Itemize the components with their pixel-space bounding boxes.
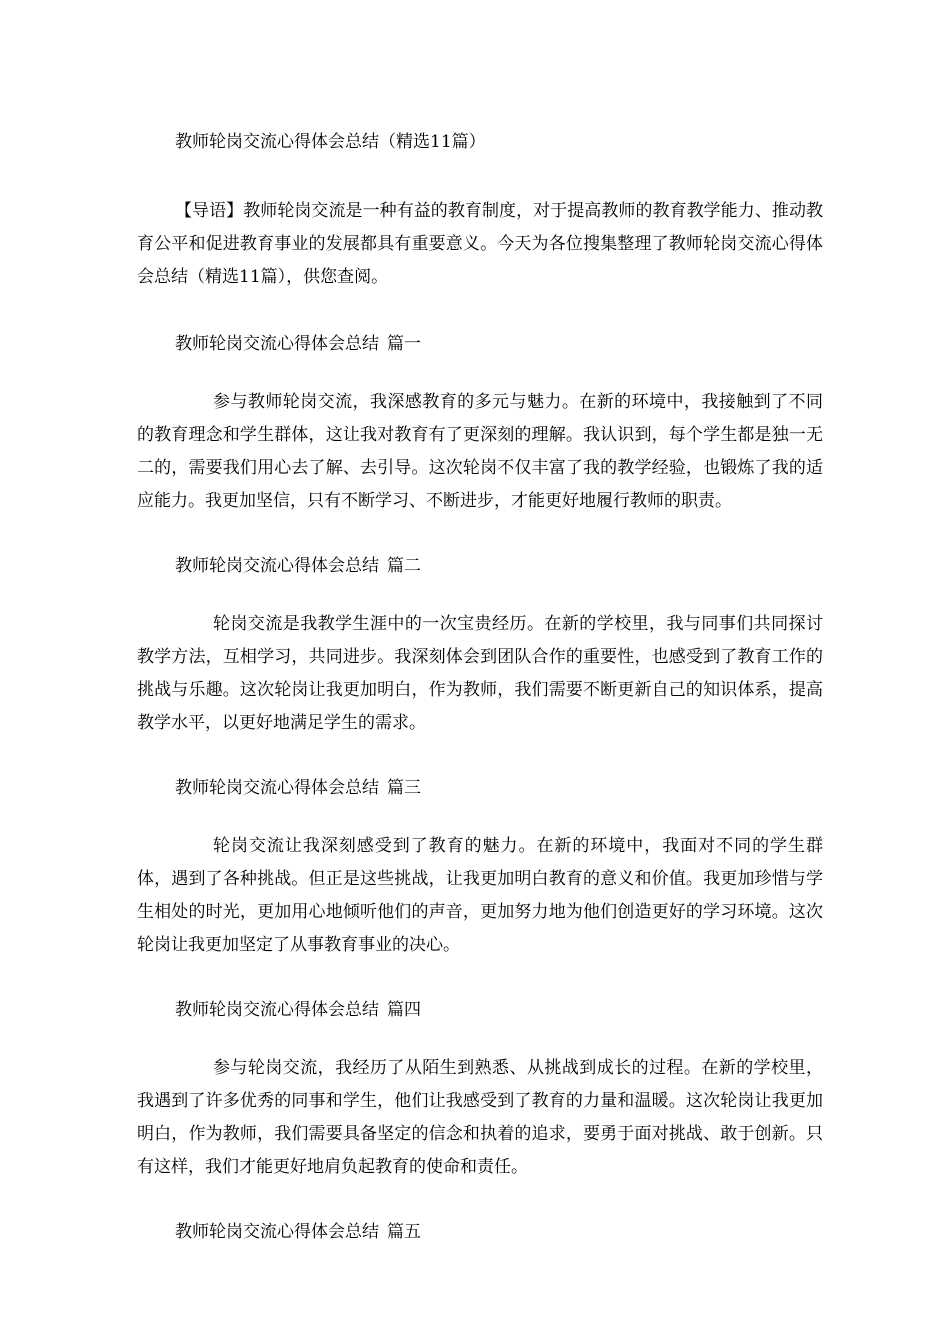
intro-paragraph: 【导语】教师轮岗交流是一种有益的教育制度，对于提高教师的教育教学能力、推动教育公平和促进教育事业的发展都具有重要意义。今天为各位搜集整理了教师轮岗交流心得体会总结（精选11篇），供您查阅。 bbox=[137, 201, 823, 287]
section-heading-text: 教师轮岗交流心得体会总结 bbox=[175, 1222, 379, 1242]
section-body-1: 参与教师轮岗交流，我深感教育的多元与魅力。在新的环境中，我接触到了不同的教育理念和学生群体，这让我对教育有了更深刻的理解。我认识到，每个学生都是独一无二的，需要我们用心去了解、去引导。这次轮岗不仅丰富了我的教学经验，也锻炼了我的适应能力。我更加坚信，只有不断学习、不断进步，才能更好地履行教师的职责。 bbox=[137, 392, 823, 511]
section-heading-4 bbox=[137, 998, 823, 1022]
section-heading-text: 教师轮岗交流心得体会总结 bbox=[175, 1000, 379, 1020]
section-heading-1 bbox=[137, 332, 823, 356]
document-title: 教师轮岗交流心得体会总结（精选11篇） bbox=[175, 132, 486, 152]
section-body-2: 轮岗交流是我教学生涯中的一次宝贵经历。在新的学校里，我与同事们共同探讨教学方法，互相学习，共同进步。我深刻体会到团队合作的重要性，也感受到了教育工作的挑战与乐趣。这次轮岗让我更加明白，作为教师，我们需要不断更新自己的知识体系，提高教学水平，以更好地满足学生的需求。 bbox=[137, 614, 823, 733]
section-heading-2 bbox=[137, 554, 823, 578]
document-page bbox=[137, 130, 823, 1274]
section-number: 篇一 bbox=[387, 334, 421, 354]
section-number: 篇五 bbox=[387, 1222, 421, 1242]
section-heading-text: 教师轮岗交流心得体会总结 bbox=[175, 334, 379, 354]
section-heading-text: 教师轮岗交流心得体会总结 bbox=[175, 778, 379, 798]
section-heading-5 bbox=[137, 1220, 823, 1244]
section-number: 篇三 bbox=[387, 778, 421, 798]
section-number: 篇四 bbox=[387, 1000, 421, 1020]
section-body-3: 轮岗交流让我深刻感受到了教育的魅力。在新的环境中，我面对不同的学生群体，遇到了各种挑战。但正是这些挑战，让我更加明白教育的意义和价值。我更加珍惜与学生相处的时光，更加用心地倾听他们的声音，更加努力地为他们创造更好的学习环境。这次轮岗让我更加坚定了从事教育事业的决心。 bbox=[137, 836, 823, 955]
section-heading-3 bbox=[137, 776, 823, 800]
section-body-4: 参与轮岗交流，我经历了从陌生到熟悉、从挑战到成长的过程。在新的学校里，我遇到了许多优秀的同事和学生，他们让我感受到了教育的力量和温暖。这次轮岗让我更加明白，作为教师，我们需要具备坚定的信念和执着的追求，要勇于面对挑战、敢于创新。只有这样，我们才能更好地肩负起教育的使命和责任。 bbox=[137, 1058, 823, 1177]
section-number: 篇二 bbox=[387, 556, 421, 576]
section-heading-text: 教师轮岗交流心得体会总结 bbox=[175, 556, 379, 576]
